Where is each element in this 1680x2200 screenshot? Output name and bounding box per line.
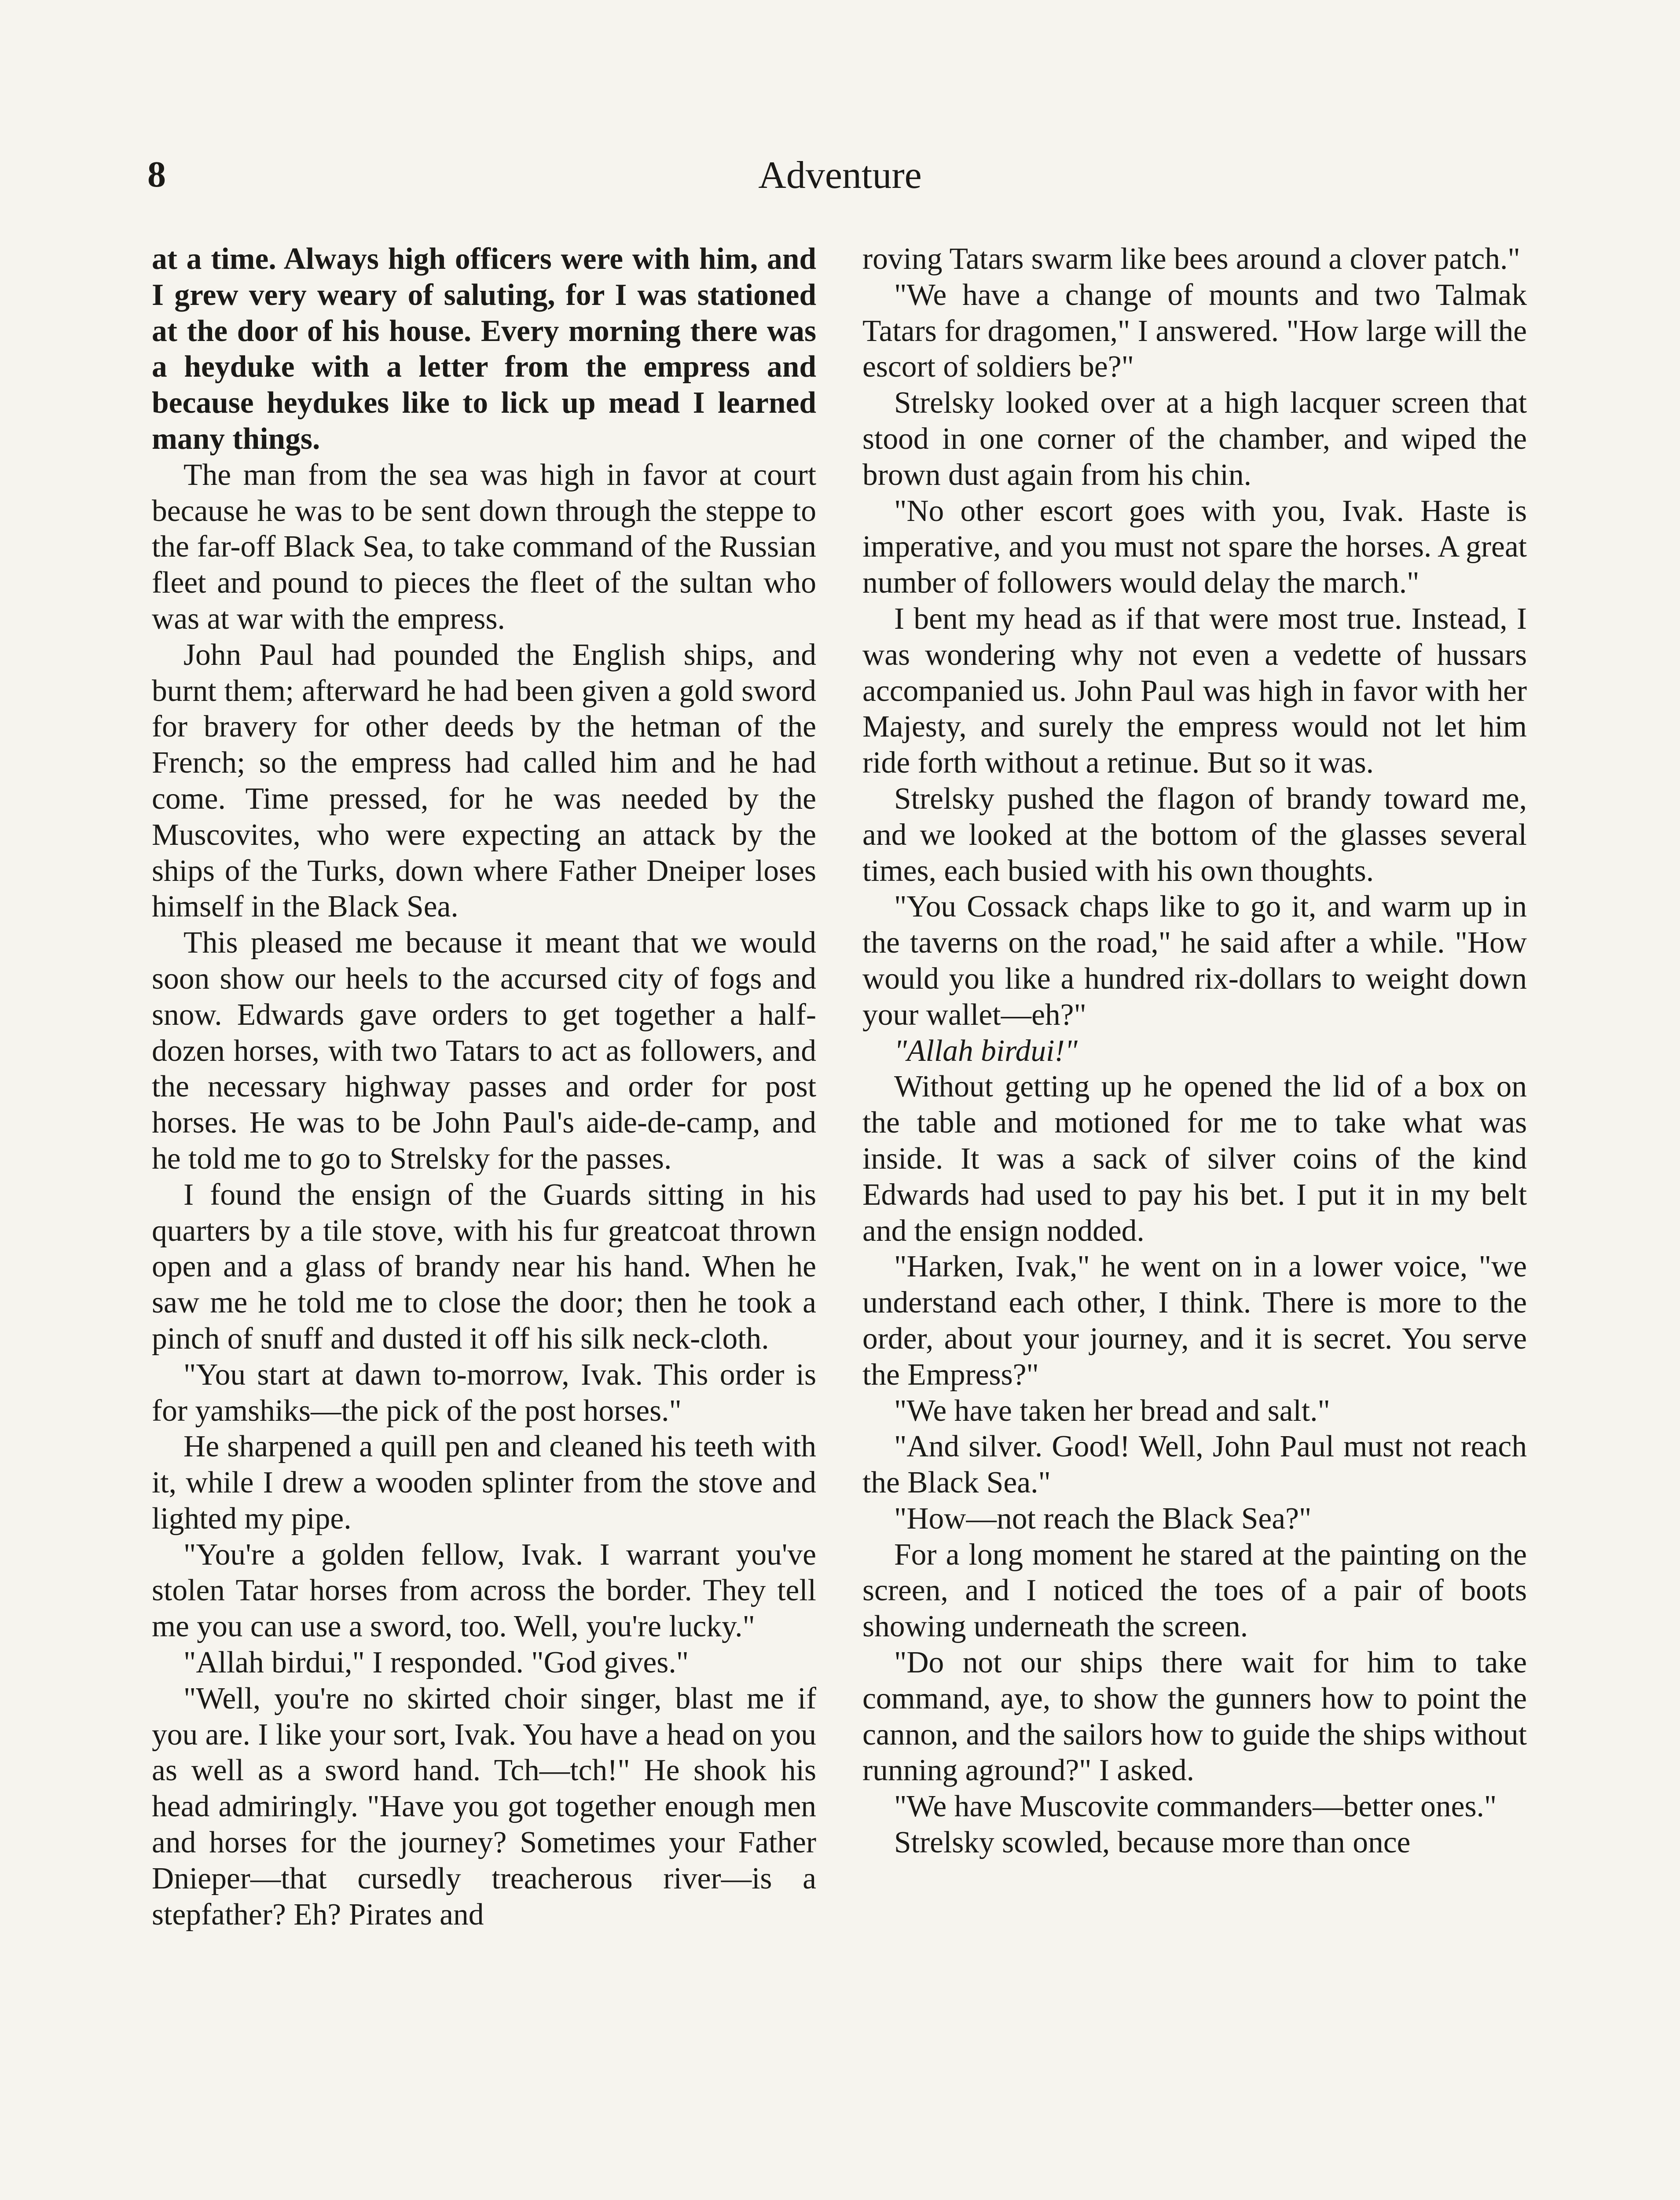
running-head: Adventure (758, 154, 922, 197)
paragraph: "We have taken her bread and salt." (894, 1393, 1330, 1428)
paragraph: roving Tatars swarm like bees around a clover patch." (862, 242, 1520, 276)
right-column (862, 241, 1527, 2200)
paragraph: "You Cossack chaps like to go it, and warm up in the taverns on the road," he said after a while. "How would you like a hundred rix-dollars to weight down your wallet—eh?" (862, 890, 1527, 1032)
paragraph: "Well, you're no skirted choir singer, blast me if you are. I like your sort, Ivak. You have a head on you as well as a sword hand. Tch—tch!" He shook his head admiringly. "Have you got together enough men and horses for the journey? Sometimes your Father Dnieper—that cursedly treacherous river—is a stepfather? Eh? Pirates and (152, 1681, 816, 1932)
paragraph: "Do not our ships there wait for him to take command, aye, to show the gunners how to point the cannon, and the sailors how to guide the ships without running aground?" I asked. (862, 1646, 1527, 1788)
paragraph: The man from the sea was high in favor at court because he was to be sent down through the steppe to the far-off Black Sea, to take command of the Russian fleet and pound to pieces the fleet of the sultan who was at war with the empress. (152, 458, 816, 636)
paragraph: "You're a golden fellow, Ivak. I warrant you've stolen Tatar horses from across the border. They tell me you can use a sword, too. Well, you're lucky." (152, 1537, 816, 1644)
paragraph: I bent my head as if that were most true. Instead, I was wondering why not even a vedette of hussars accompanied us. John Paul was high in favor with her Majesty, and surely the empress would not let him ride forth without a retinue. But so it was. (862, 601, 1527, 780)
paragraph: "We have a change of mounts and two Talmak Tatars for dragomen," I answered. "How large will the escort of soldiers be?" (862, 278, 1527, 384)
paragraph: "Allah birdui!" (894, 1034, 1078, 1068)
page-number: 8 (147, 154, 166, 195)
paragraph: "And silver. Good! Well, John Paul must not reach the Black Sea." (862, 1430, 1527, 1500)
paragraph: at a time. Always high officers were with him, and I grew very weary of saluting, for I was stationed at the door of his house. Every morning there was a heyduke with a letter from the empress and because heydukes like to lick up mead I learned many things. (152, 242, 816, 456)
paragraph: "No other escort goes with you, Ivak. Haste is imperative, and you must not spare the horses. A great number of followers would delay the march." (862, 494, 1527, 600)
left-column (152, 241, 816, 2200)
paragraph: Strelsky pushed the flagon of brandy toward me, and we looked at the bottom of the glasses several times, each busied with his own thoughts. (862, 781, 1527, 888)
paragraph: For a long moment he stared at the painting on the screen, and I noticed the toes of a pair of boots showing underneath the screen. (862, 1537, 1527, 1644)
paragraph: He sharpened a quill pen and cleaned his teeth with it, while I drew a wooden splinter from the stove and lighted my pipe. (152, 1430, 816, 1536)
paragraph: I found the ensign of the Guards sitting in his quarters by a tile stove, with his fur greatcoat thrown open and a glass of brandy near his hand. When he saw me he told me to close the door; then he took a pinch of snuff and dusted it off his silk neck-cloth. (152, 1177, 816, 1356)
paragraph: Strelsky looked over at a high lacquer screen that stood in one corner of the chamber, and wiped the brown dust again from his chin. (862, 386, 1527, 492)
paragraph: "You start at dawn to-morrow, Ivak. This order is for yamshiks—the pick of the post horses." (152, 1357, 816, 1428)
paragraph: "Allah birdui," I responded. "God gives." (183, 1646, 689, 1680)
paragraph: Strelsky scowled, because more than once (894, 1826, 1411, 1860)
paragraph: "How—not reach the Black Sea?" (894, 1501, 1312, 1536)
paragraph: John Paul had pounded the English ships, and burnt them; afterward he had been given a gold sword for bravery for other deeds by the hetman of the French; so the empress had called him and he had come. Time pressed, for he was needed by the Muscovites, who were expecting an attack by the ships of the Turks, down where Father Dneiper loses himself in the Black Sea. (152, 638, 816, 924)
paragraph: This pleased me because it meant that we would soon show our heels to the accursed city of fogs and snow. Edwards gave orders to get together a half-dozen horses, with two Tatars to act as followers, and the necessary highway passes and order for post horses. He was to be John Paul's aide-de-camp, and he told me to go to Strelsky for the passes. (152, 926, 816, 1176)
paragraph: "Harken, Ivak," he went on in a lower voice, "we understand each other, I think. There is more to the order, about your journey, and it is secret. You serve the Empress?" (862, 1250, 1527, 1392)
paragraph: Without getting up he opened the lid of a box on the table and motioned for me to take what was inside. It was a sack of silver coins of the kind Edwards had used to pay his bet. I put it in my belt and the ensign nodded. (862, 1070, 1527, 1248)
paragraph: "We have Muscovite commanders—better ones." (894, 1789, 1497, 1824)
